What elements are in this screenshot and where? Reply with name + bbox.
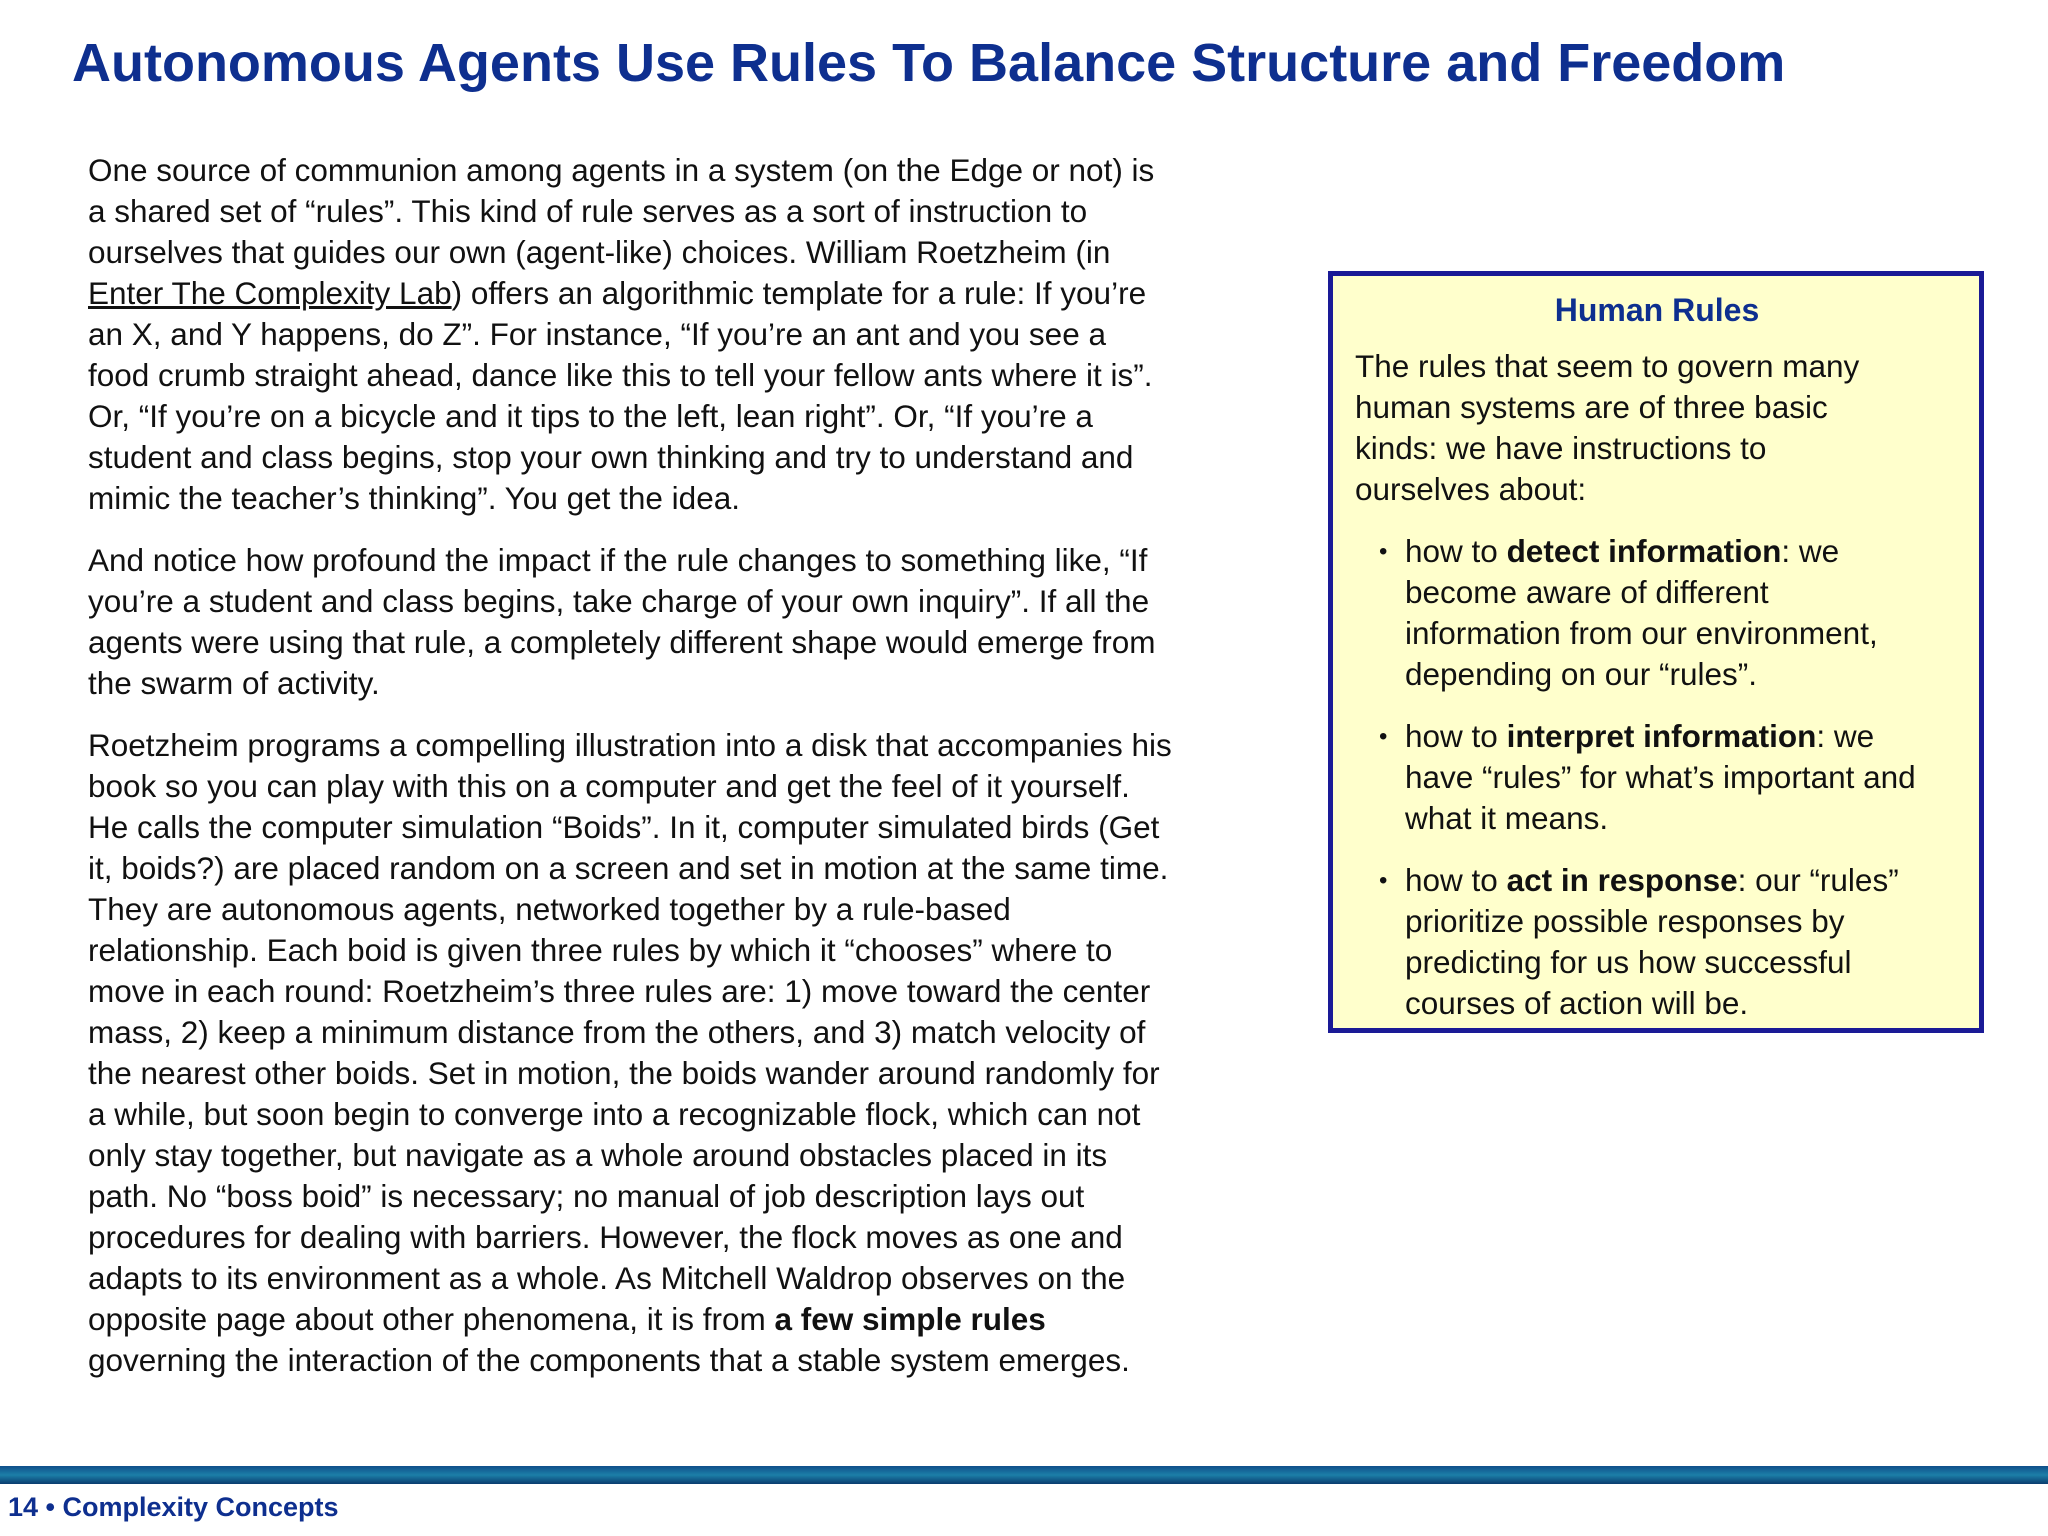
human-rules-sidebar [1328,271,1984,1033]
text-line: student and class begins, stop your own thinking and try to understand and [88,439,1134,475]
text-line: ourselves that guides our own (agent-like) choices. William Roetzheim (in [88,234,1111,270]
text-line: relationship. Each boid is given three rules by which it “chooses” where to [88,932,1113,968]
text-line: it, boids?) are placed random on a screen and set in motion at the same time. [88,850,1169,886]
text-line: only stay together, but navigate as a whole around obstacles placed in its [88,1137,1108,1173]
text-line: predicting for us how successful [1405,944,1852,980]
bullet-icon: • [1379,723,1388,750]
text-line: He calls the computer simulation “Boids”. In it, computer simulated birds (Get [88,809,1160,845]
text-fragment: how to [1405,533,1507,569]
main-text [88,150,1288,1402]
text-line: the nearest other boids. Set in motion, the boids wander around randomly for [88,1055,1160,1091]
text-line: prioritize possible responses by [1405,903,1845,939]
text-fragment: : we [1816,718,1875,754]
text-line: become aware of different [1405,574,1769,610]
text-line: Roetzheim programs a compelling illustration into a disk that accompanies his [88,727,1172,763]
text-line: human systems are of three basic [1355,389,1828,425]
text-line: an X, and Y happens, do Z”. For instance, “If you’re an ant and you see a [88,316,1106,352]
bullet-item-act [1355,860,1959,1024]
text-line: depending on our “rules”. [1405,656,1757,692]
text-line: what it means. [1405,800,1609,836]
text-fragment: opposite page about other phenomena, it is from [88,1301,775,1337]
text-line [88,273,1288,314]
text-line: adapts to its environment as a whole. As Mitchell Waldrop observes on the [88,1260,1126,1296]
text-fragment: : our “rules” [1737,862,1899,898]
text-line: path. No “boss boid” is necessary; no manual of job description lays out [88,1178,1085,1214]
text-line: mimic the teacher’s thinking”. You get the idea. [88,480,740,516]
text-line [1405,860,1959,901]
text-fragment: ) offers an algorithmic template for a rule: If you’re [451,275,1147,311]
book-title-link[interactable]: Enter The Complexity Lab [88,275,452,311]
footer-page-label: 14 • Complexity Concepts [8,1492,339,1522]
bullet-icon: • [1379,867,1388,894]
text-line [88,1299,1288,1340]
sidebar-title: Human Rules [1554,292,1760,328]
text-line: food crumb straight ahead, dance like this to tell your fellow ants where it is”. [88,357,1153,393]
text-line: the swarm of activity. [88,665,380,701]
text-fragment: how to [1405,718,1507,754]
text-line: move in each round: Roetzheim’s three rules are: 1) move toward the center [88,973,1151,1009]
text-line: you’re a student and class begins, take charge of your own inquiry”. If all the [88,583,1150,619]
emphasis-text: a few simple rules [774,1301,1046,1337]
paragraph-1 [88,150,1288,519]
text-fragment: how to [1405,862,1507,898]
text-line: a shared set of “rules”. This kind of rule serves as a sort of instruction to [88,193,1088,229]
text-line [1405,531,1959,572]
footer-divider [0,1466,2048,1484]
text-line: mass, 2) keep a minimum distance from the others, and 3) match velocity of [88,1014,1146,1050]
emphasis-text: interpret information [1506,718,1817,754]
text-fragment: : we [1781,533,1840,569]
bullet-item-interpret [1355,716,1959,839]
text-line: agents were using that rule, a completely different shape would emerge from [88,624,1156,660]
emphasis-text: act in response [1506,862,1738,898]
text-line: They are autonomous agents, networked together by a rule-based [88,891,1011,927]
bullet-item-detect [1355,531,1959,695]
bullet-icon: • [1379,538,1388,565]
page-title: Autonomous Agents Use Rules To Balance Structure and Freedom [72,33,1786,93]
paragraph-2 [88,540,1288,704]
text-line: ourselves about: [1355,471,1587,507]
text-line: The rules that seem to govern many [1355,348,1860,384]
emphasis-text: detect information [1506,533,1782,569]
text-line: a while, but soon begin to converge into a recognizable flock, which can not [88,1096,1141,1132]
text-line: procedures for dealing with barriers. However, the flock moves as one and [88,1219,1123,1255]
text-line: information from our environment, [1405,615,1878,651]
text-line [1405,716,1959,757]
text-line: courses of action will be. [1405,985,1749,1021]
text-line: One source of communion among agents in a system (on the Edge or not) is [88,152,1155,188]
text-line: And notice how profound the impact if the rule changes to something like, “If [88,542,1148,578]
text-line: governing the interaction of the components that a stable system emerges. [88,1342,1130,1378]
sidebar-intro [1355,346,1959,510]
text-line: kinds: we have instructions to [1355,430,1767,466]
text-line: have “rules” for what’s important and [1405,759,1916,795]
text-line: Or, “If you’re on a bicycle and it tips to the left, lean right”. Or, “If you’re a [88,398,1093,434]
paragraph-3 [88,725,1288,1381]
text-line: book so you can play with this on a computer and get the feel of it yourself. [88,768,1130,804]
